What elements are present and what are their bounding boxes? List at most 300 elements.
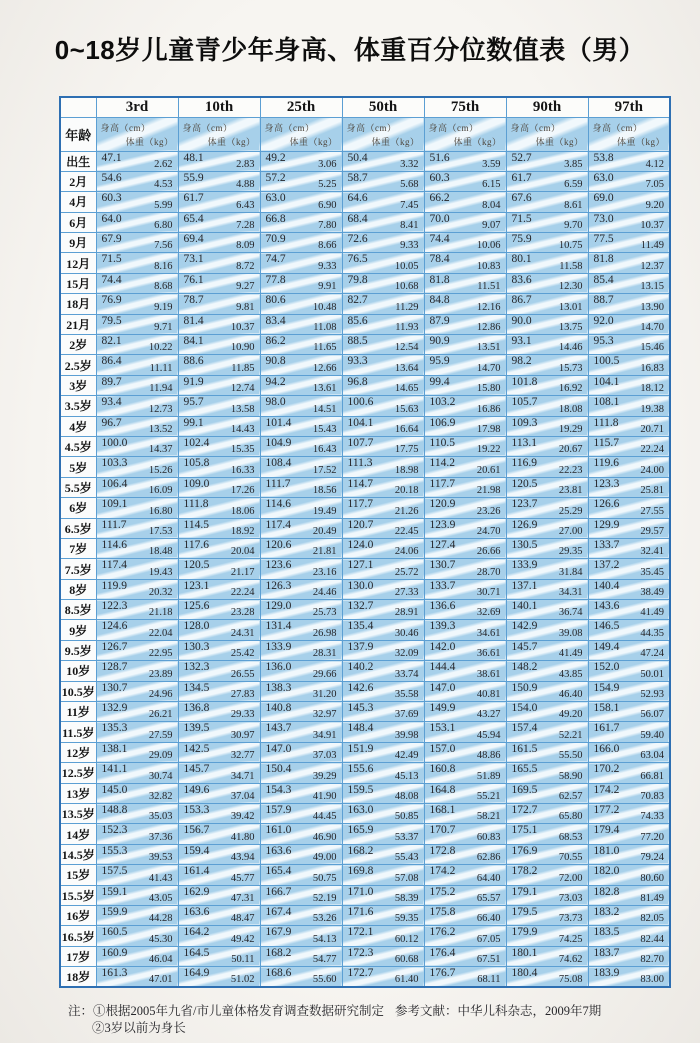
age-cell: 15月 — [60, 273, 96, 293]
height-value: 148.2 — [511, 661, 538, 674]
height-value: 94.2 — [265, 375, 286, 388]
data-cell — [342, 273, 424, 293]
weight-value: 16.64 — [394, 423, 419, 435]
height-value: 157.4 — [511, 722, 538, 735]
height-unit-label: 身高（cm） — [592, 122, 643, 133]
weight-value: 65.80 — [558, 811, 583, 823]
weight-unit-label: 体重（kg） — [125, 136, 174, 147]
data-cell — [424, 661, 506, 681]
height-value: 98.2 — [511, 355, 532, 368]
weight-value: 26.98 — [312, 627, 337, 639]
weight-value: 6.15 — [482, 179, 501, 191]
age-cell: 21月 — [60, 314, 96, 334]
weight-value: 10.48 — [312, 301, 337, 313]
height-value: 69.4 — [183, 233, 204, 246]
weight-value: 49.42 — [230, 933, 255, 945]
weight-value: 19.29 — [558, 423, 583, 435]
weight-value: 2.83 — [236, 158, 255, 170]
data-cell — [588, 498, 670, 518]
data-cell — [260, 416, 342, 436]
height-value: 153.1 — [429, 722, 456, 735]
height-value: 86.7 — [511, 294, 532, 307]
weight-value: 13.52 — [148, 423, 173, 435]
weight-value: 63.04 — [640, 750, 664, 762]
weight-value: 7.05 — [645, 179, 664, 191]
weight-value: 45.13 — [394, 770, 419, 782]
data-cell — [96, 233, 178, 253]
height-value: 174.2 — [593, 783, 620, 796]
height-value: 141.1 — [101, 763, 128, 776]
weight-value: 30.46 — [394, 627, 419, 639]
unit-cell — [342, 117, 424, 151]
data-cell — [96, 335, 178, 355]
height-value: 88.6 — [183, 355, 204, 368]
data-cell — [588, 396, 670, 416]
age-cell: 9月 — [60, 233, 96, 253]
data-cell — [424, 640, 506, 660]
data-cell — [260, 375, 342, 395]
height-value: 103.2 — [429, 396, 456, 409]
height-unit-label: 身高（cm） — [428, 122, 479, 133]
data-cell — [424, 885, 506, 905]
data-cell — [260, 640, 342, 660]
weight-value: 25.73 — [312, 607, 337, 619]
table-row — [60, 498, 670, 518]
data-cell — [424, 396, 506, 416]
height-value: 137.9 — [347, 640, 374, 653]
data-cell — [506, 967, 588, 987]
weight-value: 16.80 — [148, 505, 173, 517]
weight-value: 38.49 — [640, 587, 664, 599]
data-cell — [424, 946, 506, 966]
weight-value: 16.33 — [230, 464, 255, 476]
weight-value: 13.58 — [230, 403, 255, 415]
data-cell — [506, 477, 588, 497]
age-cell: 4.5岁 — [60, 436, 96, 456]
weight-value: 6.43 — [236, 199, 255, 211]
height-value: 64.6 — [347, 192, 368, 205]
height-value: 137.2 — [593, 559, 620, 572]
data-cell — [96, 824, 178, 844]
height-value: 160.8 — [429, 763, 456, 776]
weight-value: 54.77 — [312, 954, 337, 966]
weight-value: 15.73 — [558, 362, 583, 374]
data-cell — [506, 314, 588, 334]
data-cell — [342, 396, 424, 416]
weight-value: 46.40 — [558, 689, 583, 701]
data-cell — [424, 477, 506, 497]
age-cell: 2.5岁 — [60, 355, 96, 375]
data-cell — [260, 824, 342, 844]
height-value: 145.0 — [101, 783, 128, 796]
data-cell — [178, 844, 260, 864]
weight-value: 32.82 — [148, 791, 173, 802]
weight-value: 37.04 — [230, 791, 255, 802]
data-cell — [260, 783, 342, 803]
data-cell — [178, 253, 260, 273]
weight-value: 39.42 — [230, 811, 255, 823]
height-value: 88.7 — [593, 294, 614, 307]
height-value: 123.3 — [593, 477, 620, 490]
height-value: 63.0 — [593, 171, 614, 184]
weight-value: 32.09 — [394, 648, 419, 660]
weight-value: 19.43 — [148, 566, 173, 578]
data-cell — [260, 844, 342, 864]
data-cell — [96, 375, 178, 395]
data-cell — [588, 763, 670, 783]
weight-value: 19.22 — [476, 444, 501, 456]
height-value: 61.7 — [511, 171, 532, 184]
weight-value: 21.18 — [148, 607, 173, 619]
height-value: 79.5 — [101, 314, 122, 327]
height-value: 86.4 — [101, 355, 122, 368]
height-value: 140.4 — [593, 579, 620, 592]
height-value: 109.3 — [511, 416, 538, 429]
height-value: 175.8 — [429, 905, 456, 918]
data-cell — [260, 212, 342, 232]
data-cell — [96, 702, 178, 722]
data-cell — [96, 763, 178, 783]
weight-value: 50.11 — [231, 954, 255, 966]
weight-value: 32.97 — [312, 709, 337, 721]
weight-value: 43.85 — [558, 668, 583, 680]
height-value: 72.6 — [347, 233, 368, 246]
data-cell — [588, 620, 670, 640]
height-value: 159.1 — [101, 885, 128, 898]
data-cell — [506, 640, 588, 660]
table-row — [60, 763, 670, 783]
weight-value: 60.68 — [394, 954, 419, 966]
data-cell — [178, 436, 260, 456]
data-cell — [342, 885, 424, 905]
height-value: 109.0 — [183, 477, 210, 490]
height-value: 54.6 — [101, 171, 122, 184]
data-cell — [588, 314, 670, 334]
table-row — [60, 233, 670, 253]
height-value: 138.1 — [101, 742, 128, 755]
height-value: 132.7 — [347, 600, 374, 613]
height-value: 128.0 — [183, 620, 210, 633]
data-cell — [588, 355, 670, 375]
data-cell — [260, 151, 342, 171]
weight-value: 70.83 — [640, 791, 664, 802]
table-row — [60, 946, 670, 966]
data-cell — [506, 804, 588, 824]
height-value: 108.4 — [265, 457, 292, 470]
data-cell — [506, 212, 588, 232]
data-cell — [342, 783, 424, 803]
weight-unit-label: 体重（kg） — [535, 136, 584, 147]
height-value: 65.4 — [183, 212, 204, 225]
table-row — [60, 620, 670, 640]
weight-value: 59.35 — [394, 913, 419, 925]
height-value: 161.7 — [593, 722, 620, 735]
height-value: 47.1 — [101, 151, 122, 164]
weight-value: 67.05 — [476, 933, 501, 945]
weight-value: 14.37 — [148, 444, 173, 456]
weight-value: 74.25 — [558, 933, 583, 945]
data-cell — [342, 518, 424, 538]
weight-value: 11.11 — [149, 362, 173, 374]
height-value: 96.7 — [101, 416, 122, 429]
data-cell — [424, 314, 506, 334]
height-value: 144.4 — [429, 661, 456, 674]
height-value: 81.8 — [429, 273, 450, 286]
height-value: 154.3 — [265, 783, 292, 796]
height-value: 136.6 — [429, 600, 456, 613]
height-value: 74.4 — [101, 273, 122, 286]
data-cell — [260, 905, 342, 925]
weight-value: 7.45 — [400, 199, 419, 211]
unit-cell — [424, 117, 506, 151]
data-cell — [506, 294, 588, 314]
weight-value: 50.01 — [640, 668, 664, 680]
weight-value: 26.21 — [148, 709, 173, 721]
weight-value: 55.60 — [312, 974, 337, 986]
height-value: 75.9 — [511, 233, 532, 246]
data-cell — [342, 905, 424, 925]
data-cell — [588, 742, 670, 762]
weight-value: 17.75 — [394, 444, 419, 456]
weight-value: 13.64 — [394, 362, 419, 374]
weight-value: 50.75 — [312, 872, 337, 884]
age-cell: 3岁 — [60, 375, 96, 395]
weight-value: 23.16 — [312, 566, 337, 578]
height-value: 82.1 — [101, 335, 122, 348]
weight-value: 74.33 — [640, 811, 664, 823]
height-value: 114.5 — [183, 518, 209, 531]
data-cell — [178, 661, 260, 681]
weight-value: 10.68 — [394, 281, 419, 293]
weight-value: 80.60 — [640, 872, 664, 884]
table-row — [60, 640, 670, 660]
age-cell: 15岁 — [60, 865, 96, 885]
height-value: 100.5 — [593, 355, 620, 368]
data-cell — [96, 967, 178, 987]
data-cell — [424, 722, 506, 742]
data-cell — [178, 620, 260, 640]
height-value: 60.3 — [429, 171, 450, 184]
height-value: 183.2 — [593, 905, 620, 918]
weight-value: 46.04 — [148, 954, 173, 966]
height-value: 55.9 — [183, 171, 204, 184]
weight-value: 27.00 — [558, 525, 583, 537]
weight-value: 73.03 — [558, 892, 583, 904]
weight-value: 23.81 — [558, 485, 583, 497]
weight-value: 28.70 — [476, 566, 501, 578]
weight-value: 10.37 — [640, 220, 664, 232]
weight-value: 35.03 — [148, 811, 173, 823]
height-value: 117.4 — [101, 559, 127, 572]
data-cell — [342, 314, 424, 334]
height-unit-label: 身高（cm） — [100, 122, 151, 133]
weight-value: 8.16 — [154, 260, 173, 272]
height-value: 101.4 — [265, 416, 292, 429]
weight-value: 11.65 — [313, 342, 337, 354]
weight-value: 55.50 — [558, 750, 583, 762]
height-value: 155.3 — [101, 844, 128, 857]
table-row — [60, 783, 670, 803]
weight-value: 62.57 — [558, 791, 583, 802]
weight-value: 4.88 — [236, 179, 255, 191]
data-cell — [96, 620, 178, 640]
table-row — [60, 742, 670, 762]
table-row — [60, 192, 670, 212]
height-value: 146.5 — [593, 620, 620, 633]
table-row — [60, 661, 670, 681]
height-value: 161.0 — [265, 824, 292, 837]
data-cell — [260, 885, 342, 905]
weight-value: 30.71 — [476, 587, 501, 599]
height-value: 93.3 — [347, 355, 368, 368]
data-cell — [342, 640, 424, 660]
height-value: 136.8 — [183, 702, 210, 715]
height-value: 168.2 — [265, 946, 292, 959]
age-cell: 12月 — [60, 253, 96, 273]
height-value: 175.1 — [511, 824, 538, 837]
height-value: 100.0 — [101, 436, 128, 449]
data-cell — [342, 742, 424, 762]
height-value: 172.7 — [347, 967, 374, 980]
weight-value: 24.00 — [640, 464, 664, 476]
weight-unit-label: 体重（kg） — [453, 136, 502, 147]
data-cell — [588, 722, 670, 742]
data-cell — [96, 314, 178, 334]
weight-value: 47.24 — [640, 648, 664, 660]
percentile-header: 75th — [424, 97, 506, 117]
data-cell — [588, 294, 670, 314]
height-value: 159.9 — [101, 905, 128, 918]
height-unit-label: 身高（cm） — [346, 122, 397, 133]
height-value: 147.0 — [429, 681, 456, 694]
data-cell — [588, 233, 670, 253]
data-cell — [342, 681, 424, 701]
table-row — [60, 600, 670, 620]
height-value: 111.3 — [347, 457, 373, 470]
data-cell — [424, 457, 506, 477]
weight-value: 31.84 — [558, 566, 583, 578]
growth-percentile-table — [59, 96, 671, 988]
age-cell: 13岁 — [60, 783, 96, 803]
height-value: 179.5 — [511, 905, 538, 918]
data-cell — [588, 518, 670, 538]
height-value: 155.6 — [347, 763, 374, 776]
data-cell — [342, 661, 424, 681]
weight-value: 45.77 — [230, 872, 255, 884]
unit-header-row — [60, 117, 670, 151]
data-cell — [178, 824, 260, 844]
weight-value: 29.66 — [312, 668, 337, 680]
data-cell — [424, 681, 506, 701]
data-cell — [342, 600, 424, 620]
weight-value: 18.06 — [230, 505, 255, 517]
weight-value: 4.12 — [645, 158, 664, 170]
weight-value: 47.31 — [230, 892, 255, 904]
weight-value: 10.75 — [558, 240, 583, 252]
data-cell — [178, 804, 260, 824]
height-value: 142.6 — [347, 681, 374, 694]
table-row — [60, 477, 670, 497]
height-value: 153.3 — [183, 804, 210, 816]
height-value: 161.5 — [511, 742, 538, 755]
table-row — [60, 355, 670, 375]
data-cell — [342, 620, 424, 640]
data-cell — [342, 375, 424, 395]
data-cell — [96, 212, 178, 232]
data-cell — [506, 355, 588, 375]
height-value: 165.5 — [511, 763, 538, 776]
data-cell — [506, 702, 588, 722]
data-cell — [424, 926, 506, 946]
table-row — [60, 518, 670, 538]
weight-value: 9.27 — [236, 281, 255, 293]
data-cell — [178, 579, 260, 599]
unit-cell — [178, 117, 260, 151]
data-cell — [96, 355, 178, 375]
height-value: 150.4 — [265, 763, 292, 776]
weight-value: 24.70 — [476, 525, 501, 537]
data-cell — [342, 824, 424, 844]
data-cell — [424, 600, 506, 620]
footnote-line-1 — [68, 1003, 684, 1020]
weight-value: 17.53 — [148, 525, 173, 537]
weight-value: 6.90 — [318, 199, 337, 211]
age-cell: 15.5岁 — [60, 885, 96, 905]
data-cell — [96, 559, 178, 579]
height-value: 174.2 — [429, 865, 456, 878]
weight-value: 82.70 — [640, 954, 664, 966]
data-cell — [96, 661, 178, 681]
weight-value: 11.29 — [395, 301, 419, 313]
data-cell — [342, 436, 424, 456]
weight-value: 15.43 — [312, 423, 337, 435]
weight-value: 12.73 — [148, 403, 173, 415]
height-value: 176.4 — [429, 946, 456, 959]
age-cell: 11岁 — [60, 702, 96, 722]
weight-value: 37.69 — [394, 709, 419, 721]
percentile-header: 3rd — [96, 97, 178, 117]
weight-value: 53.26 — [312, 913, 337, 925]
height-value: 93.4 — [101, 396, 122, 409]
weight-value: 41.43 — [148, 872, 173, 884]
height-value: 159.4 — [183, 844, 210, 857]
weight-value: 21.98 — [476, 485, 501, 497]
data-cell — [260, 559, 342, 579]
height-value: 120.6 — [265, 538, 292, 551]
height-value: 99.4 — [429, 375, 450, 388]
weight-value: 45.30 — [148, 933, 173, 945]
height-value: 163.6 — [265, 844, 292, 857]
age-cell: 16岁 — [60, 905, 96, 925]
data-cell — [588, 661, 670, 681]
unit-cell — [588, 117, 670, 151]
height-value: 176.2 — [429, 926, 456, 939]
weight-value: 22.24 — [640, 444, 664, 456]
height-unit-label: 身高（cm） — [182, 122, 233, 133]
weight-value: 12.74 — [230, 383, 255, 395]
height-value: 129.9 — [593, 518, 620, 531]
age-cell: 9岁 — [60, 620, 96, 640]
height-value: 73.0 — [593, 212, 614, 225]
data-cell — [506, 681, 588, 701]
weight-value: 14.70 — [476, 362, 501, 374]
table-row — [60, 579, 670, 599]
percentile-header: 50th — [342, 97, 424, 117]
data-cell — [588, 436, 670, 456]
data-cell — [260, 171, 342, 191]
data-cell — [260, 538, 342, 558]
data-cell — [424, 865, 506, 885]
